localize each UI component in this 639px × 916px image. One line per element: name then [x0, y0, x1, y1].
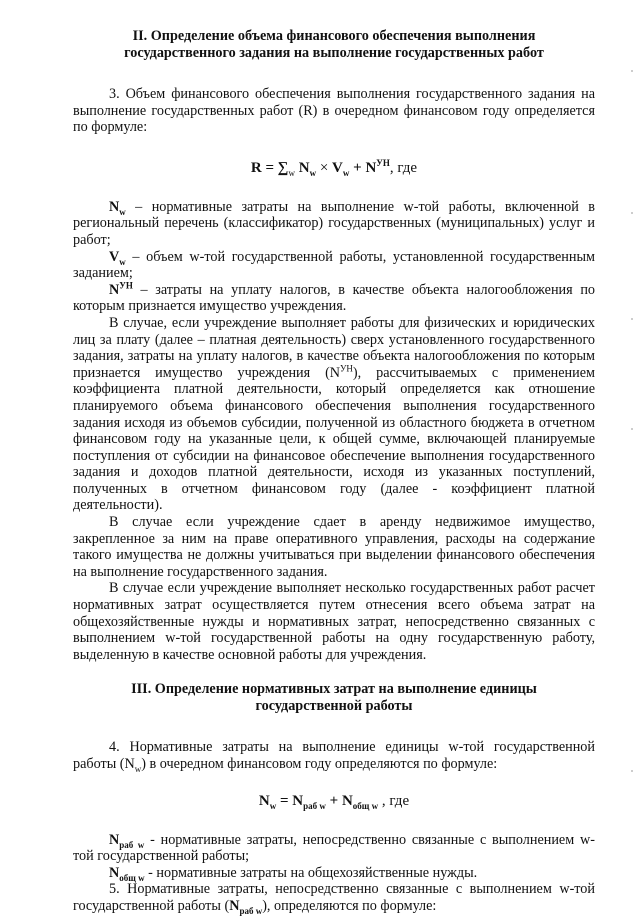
- section-2-title: [73, 28, 595, 62]
- section-2-title-line-2: государственного задания на выполнение государственных работ: [124, 45, 544, 61]
- scan-speck: [631, 428, 633, 430]
- scan-speck: [631, 318, 633, 320]
- section-3-title-line-1: III. Определение нормативных затрат на выполнение единицы: [131, 681, 537, 698]
- paragraph-paid-activity: В случае, если учреждение выполняет работы для физических и юридических лиц за плату (далее – платная деятельность) сверх установленного государственного задания, затраты на уплату налогов, в качестве объекта налогообложения по которым признается имущество учреждения $(N^{УН})$, рассчитываемых с применением коэффициента платной деятельности, который определяется как отношение планируемого объема финансового обеспечения выполнения государственного задания исходя из объемов субсидии, полученной из областного бюджета в отчетном финансовом году на указанные цели, к общей сумме, включающей планируемые поступления от субсидии на финансовое обеспечение выполнения государственного задания и доходов платной деятельности, исходя из указанных поступлений, полученных в отчетном финансовом году (далее - коэффициент платной деятельности).: [73, 314, 595, 514]
- definition-n-obsh: $N_{общ w}$ - нормативные затраты на общехозяйственные нужды.: [109, 864, 478, 883]
- paragraph-several-works: В случае если учреждение выполняет несколько государственных работ расчет нормативных затрат осуществляется путем отнесения всего объема затрат на общехозяйственные нужды и нормативных затрат, непосредственно связанных с выполнением w-той государственной работы на одну государственную работу, выделенную в качестве основной работы для учреждения.: [73, 580, 595, 663]
- scan-speck: [631, 770, 633, 772]
- paragraph-4: 4. Нормативные затраты на выполнение единицы w-той государственной работы $(N_w)$ в очередном финансовом году определяются по формуле:: [73, 739, 595, 774]
- scan-speck: [631, 70, 633, 72]
- paragraph-5: 5. Нормативные затраты, непосредственно связанные с выполнением w-той государственной работы $(N_{раб w})$, определяются по формуле:: [73, 881, 595, 916]
- definition-n-un: $N^{УН}$ – затраты на уплату налогов, в качестве объекта налогообложения по которым признается имущество учреждения.: [73, 280, 595, 315]
- formula-r: $R = \sum_w$ $N_w \times V_w + N^{УН}$, где: [250, 157, 418, 178]
- section-3-title-line-2: государственной работы: [255, 698, 413, 715]
- scan-speck: [631, 212, 633, 214]
- definition-nw: $N_w$ – нормативные затраты на выполнение w-той работы, включенной в региональный перечень (классификатор) государственных (муниципальных) услуг и работ;: [73, 198, 595, 248]
- definition-vw: $V_w$ – объем w-той государственной работы, установленной государственным заданием;: [73, 248, 595, 282]
- definition-n-rab: $N_{раб w}$ - нормативные затраты, непосредственно связанные с выполнением w-той государственной работы;: [73, 831, 595, 865]
- section-2-title-line-1: II. Определение объема финансового обеспечения выполнения: [132, 28, 536, 44]
- section-3-title: [73, 681, 595, 715]
- paragraph-3: 3. Объем финансового обеспечения выполнения государственного задания на выполнение государственных работ (R) в очередном финансовом году определяется по формуле:: [73, 86, 595, 136]
- formula-nw: $N_w = N_{раб w} + N_{общ w}$ , где: [258, 792, 410, 811]
- paragraph-rent: В случае если учреждение сдает в аренду недвижимое имущество, закрепленное за ним на праве оперативного управления, расходы на содержание такого имущества не должны учитываться при выделении финансового обеспечения на выполнение государственного задания.: [73, 514, 595, 580]
